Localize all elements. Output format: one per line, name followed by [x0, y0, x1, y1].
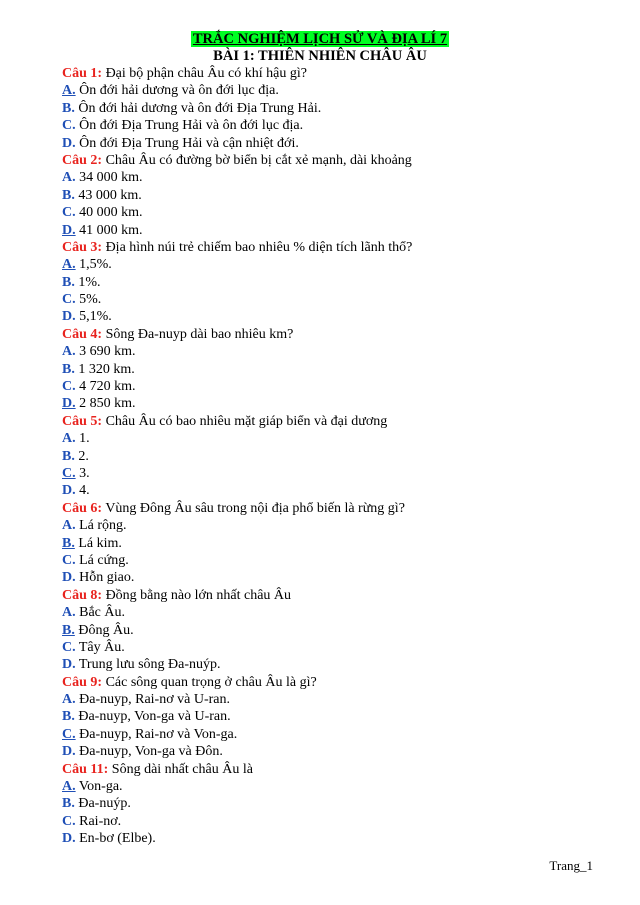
- option-text: 2 850 km.: [79, 396, 136, 412]
- question-label: Câu 9:: [62, 674, 103, 690]
- question-text: Châu Âu có bao nhiêu mặt giáp biển và đại dương: [105, 413, 388, 429]
- question-text: Vùng Đông Âu sâu trong nội địa phổ biến là rừng gì?: [105, 500, 405, 516]
- question-text: Các sông quan trọng ở châu Âu là gì?: [105, 674, 317, 690]
- option-letter: C.: [62, 639, 76, 655]
- answer-option: [62, 274, 622, 291]
- option-letter: A.: [62, 605, 76, 621]
- question: [62, 326, 622, 343]
- answer-option: [62, 100, 622, 117]
- answer-option: [62, 465, 622, 482]
- option-text: 4 720 km.: [79, 379, 136, 395]
- option-text: 41 000 km.: [79, 222, 143, 238]
- option-text: 1,5%.: [79, 257, 112, 273]
- answer-option: [62, 343, 622, 360]
- answer-option: [62, 552, 622, 569]
- question-text: Sông Đa-nuyp dài bao nhiêu km?: [105, 326, 294, 342]
- answer-option: [62, 708, 622, 725]
- correct-option-letter: A.: [62, 257, 76, 273]
- option-text: Rai-nơ.: [79, 813, 122, 829]
- answer-option: [62, 204, 622, 221]
- option-letter: C.: [62, 118, 76, 134]
- lesson-subtitle: BÀI 1: THIÊN NHIÊN CHÂU ÂU: [213, 48, 427, 64]
- question-text: Địa hình núi trẻ chiếm bao nhiêu % diện tích lãnh thổ?: [105, 239, 413, 255]
- option-letter: B.: [62, 361, 75, 377]
- question-list: [62, 65, 622, 848]
- option-text: 3 690 km.: [79, 344, 136, 360]
- option-letter: A.: [62, 518, 76, 534]
- option-letter: C.: [62, 552, 76, 568]
- answer-option: [62, 726, 622, 743]
- answer-option: [62, 291, 622, 308]
- option-text: Bắc Âu.: [79, 605, 126, 621]
- option-letter: A.: [62, 431, 76, 447]
- option-letter: C.: [62, 813, 76, 829]
- option-text: Lá rộng.: [79, 518, 127, 534]
- option-text: 1 320 km.: [78, 361, 135, 377]
- answer-option: [62, 378, 622, 395]
- answer-option: [62, 395, 622, 412]
- answer-option: [62, 448, 622, 465]
- answer-option: [62, 169, 622, 186]
- question-label: Câu 5:: [62, 413, 103, 429]
- option-text: 2.: [78, 448, 89, 464]
- option-text: Ôn đới hải dương và ôn đới Địa Trung Hải.: [78, 100, 322, 116]
- option-text: En-bơ (Elbe).: [79, 831, 156, 847]
- answer-option: [62, 308, 622, 325]
- option-text: Tây Âu.: [78, 639, 125, 655]
- option-letter: A.: [62, 692, 76, 708]
- answer-option: [62, 795, 622, 812]
- option-letter: B.: [62, 100, 75, 116]
- option-letter: C.: [62, 379, 76, 395]
- question: [62, 239, 622, 256]
- option-letter: B.: [62, 709, 75, 725]
- option-text: Ôn đới Địa Trung Hải và cận nhiệt đới.: [79, 135, 299, 151]
- question-label: Câu 6:: [62, 500, 103, 516]
- option-letter: D.: [62, 831, 76, 847]
- correct-option-letter: B.: [62, 622, 75, 638]
- option-text: Đông Âu.: [78, 622, 134, 638]
- answer-option: [62, 622, 622, 639]
- correct-option-letter: A.: [62, 779, 76, 795]
- question-label: Câu 8:: [62, 587, 103, 603]
- question: [62, 500, 622, 517]
- answer-option: [62, 187, 622, 204]
- answer-option: [62, 535, 622, 552]
- option-letter: D.: [62, 135, 76, 151]
- answer-option: [62, 430, 622, 447]
- question: [62, 674, 622, 691]
- question-label: Câu 1:: [62, 66, 103, 81]
- answer-option: [62, 256, 622, 273]
- answer-option: [62, 639, 622, 656]
- question-text: Sông dài nhất châu Âu là: [111, 761, 253, 777]
- option-text: 1.: [79, 431, 90, 447]
- option-text: Von-ga.: [78, 779, 123, 795]
- option-letter: C.: [62, 205, 76, 221]
- document-title: [0, 31, 640, 47]
- option-text: Đa-nuyp, Von-ga và U-ran.: [78, 709, 231, 725]
- option-text: 40 000 km.: [79, 205, 143, 221]
- answer-option: [62, 117, 622, 134]
- correct-option-letter: C.: [62, 465, 76, 481]
- option-text: 4.: [79, 483, 90, 499]
- answer-option: [62, 604, 622, 621]
- question: [62, 761, 622, 778]
- question-label: Câu 2:: [62, 152, 103, 168]
- question-text: Châu Âu có đường bờ biển bị cắt xẻ mạnh, dài khoảng: [105, 152, 412, 168]
- option-text: Đa-nuyp, Von-ga và Đôn.: [79, 744, 223, 760]
- answer-option: [62, 691, 622, 708]
- answer-option: [62, 135, 622, 152]
- option-letter: D.: [62, 309, 76, 325]
- option-letter: D.: [62, 570, 76, 586]
- option-text: 5,1%.: [79, 309, 112, 325]
- answer-option: [62, 222, 622, 239]
- page-number: Trang_1: [549, 858, 593, 873]
- option-text: 5%.: [79, 292, 102, 308]
- answer-option: [62, 830, 622, 847]
- option-text: Đa-nuýp.: [78, 796, 131, 812]
- correct-option-letter: D.: [62, 222, 76, 238]
- answer-option: [62, 361, 622, 378]
- option-text: Trung lưu sông Đa-nuýp.: [78, 657, 221, 673]
- question: [62, 152, 622, 169]
- question: [62, 587, 622, 604]
- question-text: Đồng bằng nào lớn nhất châu Âu: [105, 587, 292, 603]
- option-letter: B.: [62, 187, 75, 203]
- option-letter: A.: [62, 344, 76, 360]
- question-label: Câu 4:: [62, 326, 103, 342]
- correct-option-letter: B.: [62, 535, 75, 551]
- correct-option-letter: A.: [62, 83, 76, 99]
- question: [62, 413, 622, 430]
- answer-option: [62, 813, 622, 830]
- option-letter: D.: [62, 483, 76, 499]
- correct-option-letter: D.: [62, 396, 76, 412]
- option-letter: C.: [62, 292, 76, 308]
- answer-option: [62, 743, 622, 760]
- answer-option: [62, 82, 622, 99]
- option-letter: A.: [62, 170, 76, 186]
- option-text: Đa-nuyp, Rai-nơ và U-ran.: [79, 692, 230, 708]
- option-text: Đa-nuyp, Rai-nơ và Von-ga.: [79, 726, 238, 742]
- option-letter: D.: [62, 744, 76, 760]
- option-text: Hỗn giao.: [79, 570, 135, 586]
- question-label: Câu 3:: [62, 239, 103, 255]
- correct-option-letter: C.: [62, 726, 76, 742]
- answer-option: [62, 482, 622, 499]
- option-text: 34 000 km.: [79, 170, 143, 186]
- option-text: 1%.: [78, 274, 101, 290]
- answer-option: [62, 569, 622, 586]
- option-text: 43 000 km.: [78, 187, 142, 203]
- option-letter: D.: [62, 657, 76, 673]
- answer-option: [62, 656, 622, 673]
- option-text: Lá cứng.: [79, 552, 129, 568]
- question-label: Câu 11:: [62, 761, 109, 777]
- option-text: Ôn đới Địa Trung Hải và ôn đới lục địa.: [79, 118, 304, 134]
- answer-option: [62, 778, 622, 795]
- answer-option: [62, 517, 622, 534]
- option-text: 3.: [79, 465, 90, 481]
- option-text: Ôn đới hải dương và ôn đới lục địa.: [79, 83, 279, 99]
- option-text: Lá kim.: [78, 535, 122, 551]
- option-letter: B.: [62, 274, 75, 290]
- document-title-text: TRẮC NGHIỆM LỊCH SỬ VÀ ĐỊA LÍ 7: [192, 31, 448, 47]
- question: [62, 65, 622, 82]
- option-letter: B.: [62, 796, 75, 812]
- option-letter: B.: [62, 448, 75, 464]
- question-text: Đại bộ phận châu Âu có khí hậu gì?: [105, 66, 307, 81]
